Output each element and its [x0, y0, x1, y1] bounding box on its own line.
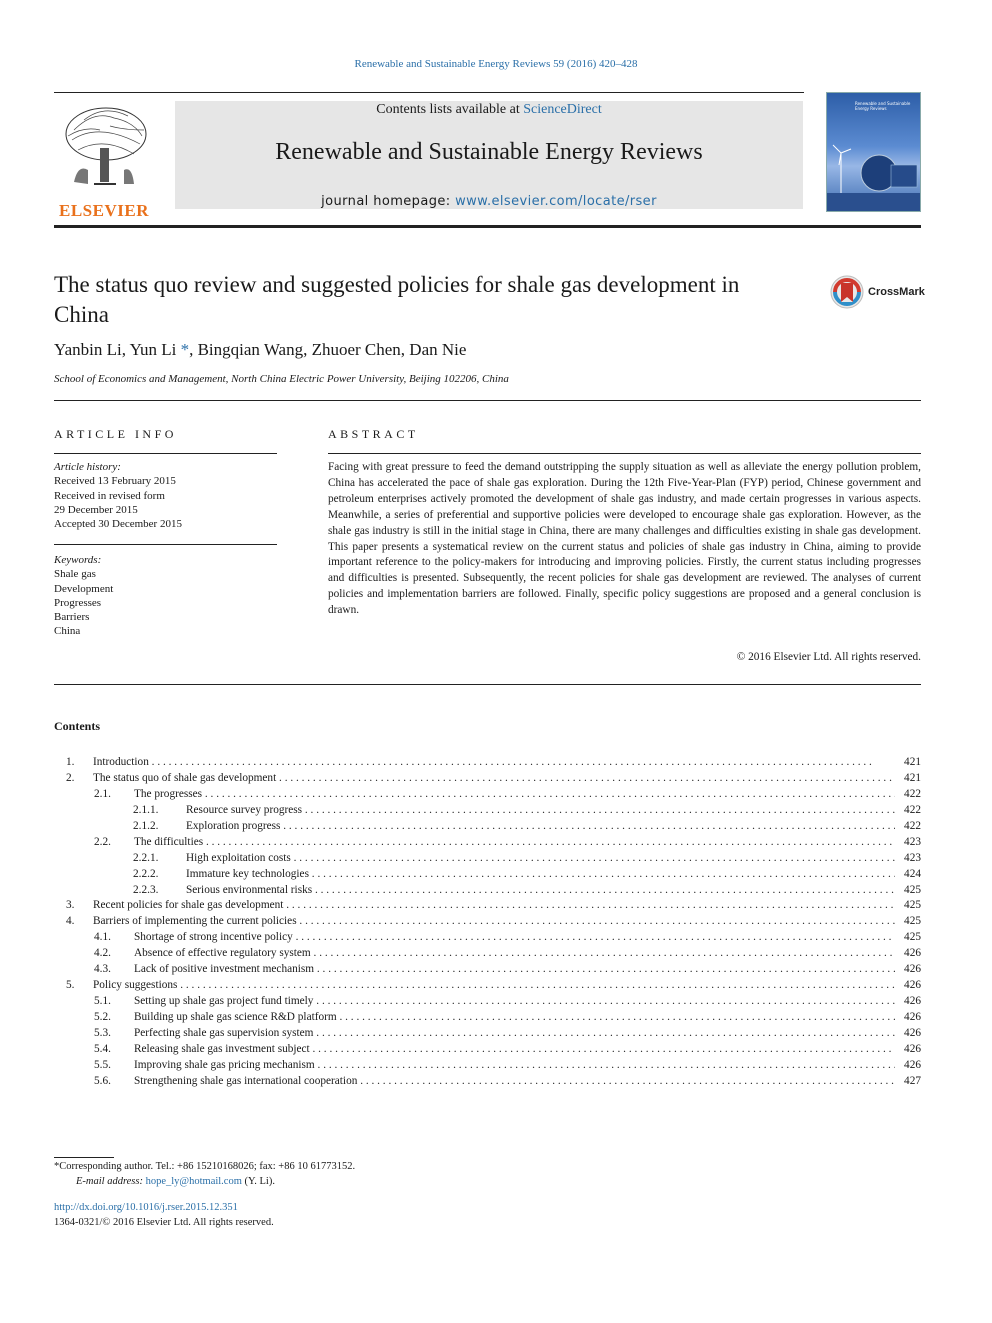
- sciencedirect-link[interactable]: ScienceDirect: [523, 102, 602, 117]
- toc-entry-number: 4.1.: [94, 931, 111, 944]
- article-title: The status quo review and suggested policies for shale gas development in China: [54, 272, 740, 327]
- crossmark-icon: [830, 275, 864, 309]
- toc-entry-page: 423: [904, 835, 921, 848]
- toc-entry-title[interactable]: Policy suggestions . . .: [93, 978, 895, 994]
- toc-entry-number: 4.3.: [94, 963, 111, 976]
- keywords-rule: [54, 544, 277, 545]
- keywords-label: Keywords:: [54, 554, 102, 566]
- toc-entry-number: 3.: [66, 899, 75, 912]
- toc-entry-title[interactable]: The difficulties . . .: [134, 835, 895, 851]
- article-info-heading: ARTICLE INFO: [54, 427, 177, 441]
- toc-entry-number: 2.1.1.: [133, 803, 159, 816]
- toc-entry-number: 5.: [66, 979, 75, 992]
- toc-entry-number: 2.1.2.: [133, 819, 159, 832]
- toc-entry-page: 422: [904, 787, 921, 800]
- toc-entry-title[interactable]: Serious environmental risks . . .: [186, 883, 895, 899]
- toc-entry-page: 421: [904, 771, 921, 784]
- toc-entry-title[interactable]: Recent policies for shale gas development . . .: [93, 898, 895, 914]
- toc-entry[interactable]: [54, 1058, 921, 1074]
- toc-entry-title[interactable]: High exploitation costs . . .: [186, 851, 895, 867]
- toc-entry-title[interactable]: Resource survey progress . . .: [186, 803, 895, 819]
- toc-entry-page: 426: [904, 995, 921, 1008]
- toc-entry-page: 427: [904, 1074, 921, 1087]
- toc-entry-title[interactable]: Releasing shale gas investment subject . . .: [134, 1042, 895, 1058]
- authors-rest: , Bingqian Wang, Zhuoer Chen, Dan Nie: [189, 340, 467, 359]
- abstract-text: Facing with great pressure to feed the demand outstripping the supply situation as well as alleviate the energy pollution problem, China has accelerated the pace of shale gas exploration. During the 12th Five-Year-Plan (FYP) period, Chinese government and petroleum enterprises actively promoted the development of shale gas industry, and made certain progresses in various aspects. Meanwhile, a series of preferential and supportive policies were developed to encourage shale gas exploration. However, as the shale gas industry is still in the initial stage in China, there are many challenges and difficulties existing in shale gas development. This paper presents a systematical review on the current status and policies of shale gas industry in China, aiming to provide important reference to the policy-makers for introducing and improving policies. Firstly, the current status including progresses and difficulties is presented. Subsequently, the recent policies for shale gas development are reviewed. The analyses of current policies and implementation barriers are followed. Finally, specific policy suggestions are proposed and a general conclusion is drawn.: [328, 461, 921, 617]
- toc-entry-page: 423: [904, 851, 921, 864]
- toc-entry-number: 5.6.: [94, 1074, 111, 1087]
- toc-entry[interactable]: [54, 1026, 921, 1042]
- article-history: [54, 460, 277, 531]
- section-divider-top: [54, 400, 921, 401]
- toc-entry-page: 426: [904, 1011, 921, 1023]
- section-divider-bottom: [54, 684, 921, 685]
- journal-citation[interactable]: Renewable and Sustainable Energy Reviews 59 (2016) 420–428: [354, 58, 638, 70]
- publisher-wordmark: ELSEVIER: [59, 201, 149, 220]
- toc-entry[interactable]: [54, 771, 921, 787]
- toc-entry-page: 425: [904, 899, 921, 912]
- toc-entry-number: 2.2.3.: [133, 883, 159, 896]
- authors-first: Yanbin Li, Yun Li: [54, 340, 181, 359]
- journal-cover-image[interactable]: [826, 92, 921, 212]
- keywords-list: [54, 553, 277, 639]
- toc-entry-title[interactable]: Absence of effective regulatory system . . .: [134, 946, 895, 962]
- toc-entry[interactable]: [54, 787, 921, 803]
- toc-entry-title[interactable]: Building up shale gas science R&D platform . . .: [134, 1010, 895, 1026]
- toc-entry-number: 5.4.: [94, 1042, 111, 1055]
- journal-masthead: [175, 101, 803, 209]
- journal-homepage: [175, 194, 803, 209]
- elsevier-logo[interactable]: [54, 100, 154, 220]
- toc-entry-number: 1.: [66, 756, 75, 768]
- toc-entry-title[interactable]: Improving shale gas pricing mechanism . . .: [134, 1058, 895, 1074]
- toc-entry[interactable]: [54, 930, 921, 946]
- toc-entry-number: 5.1.: [94, 995, 111, 1008]
- toc-entry-page: 425: [904, 931, 921, 944]
- doi-link[interactable]: http://dx.doi.org/10.1016/j.rser.2015.12.351: [54, 1202, 238, 1213]
- wind-turbine-icon: [827, 93, 920, 211]
- abstract-copyright: © 2016 Elsevier Ltd. All rights reserved.: [736, 651, 921, 663]
- corresponding-author-note: *Corresponding author. Tel.: +86 15210168026; fax: +86 10 61773152.: [54, 1161, 356, 1172]
- toc-entry-number: 2.2.1.: [133, 851, 159, 864]
- toc-entry[interactable]: [54, 1010, 921, 1026]
- issn-copyright: 1364-0321/© 2016 Elsevier Ltd. All rights reserved.: [54, 1217, 274, 1228]
- keyword: Barriers: [54, 611, 90, 624]
- journal-name[interactable]: Renewable and Sustainable Energy Reviews: [275, 139, 703, 165]
- toc-entry-title[interactable]: The status quo of shale gas development . . .: [93, 771, 895, 787]
- toc-entry-page: 426: [904, 1026, 921, 1039]
- toc-entry-number: 2.1.: [94, 787, 111, 800]
- email-link[interactable]: hope_ly@hotmail.com: [145, 1175, 242, 1187]
- contents-heading: Contents: [54, 719, 101, 733]
- toc-entry[interactable]: [54, 914, 921, 930]
- toc-entry[interactable]: [54, 755, 921, 771]
- toc-entry[interactable]: [54, 867, 921, 883]
- email-line: [54, 1175, 355, 1190]
- history-item: 29 December 2015: [54, 503, 138, 516]
- footnote-rule: [54, 1157, 114, 1158]
- toc-entry-page: 426: [904, 979, 921, 992]
- toc-entry[interactable]: [54, 835, 921, 851]
- email-label: E-mail address:: [76, 1175, 146, 1187]
- toc-entry-number: 2.2.2.: [133, 867, 159, 880]
- toc-entry-number: 5.2.: [94, 1011, 111, 1023]
- toc-entry-number: 4.2.: [94, 947, 111, 960]
- toc-entry-page: 421: [904, 756, 921, 768]
- toc-entry-title[interactable]: Setting up shale gas project fund timely . . .: [134, 994, 895, 1010]
- keyword: Development: [54, 582, 114, 595]
- cover-title: Renewable and Sustainable Energy Reviews: [855, 101, 911, 111]
- toc-entry-title[interactable]: Barriers of implementing the current policies . . .: [93, 914, 895, 930]
- corresponding-author-marker[interactable]: *: [180, 340, 190, 359]
- abstract-rule: [328, 453, 921, 454]
- table-of-contents: [54, 755, 921, 1090]
- toc-entry-page: 426: [904, 1042, 921, 1055]
- toc-entry-title[interactable]: Strengthening shale gas international cooperation . . .: [134, 1074, 895, 1090]
- history-label: Article history:: [54, 461, 121, 473]
- toc-entry[interactable]: [54, 803, 921, 819]
- toc-entry-title[interactable]: Exploration progress . . .: [186, 819, 895, 835]
- toc-entry-page: 426: [904, 963, 921, 976]
- toc-entry[interactable]: [54, 1042, 921, 1058]
- toc-entry-page: 424: [904, 867, 921, 880]
- header-top-rule: [54, 92, 804, 93]
- toc-entry[interactable]: [54, 898, 921, 914]
- contents-prefix: Contents lists available at: [376, 102, 524, 117]
- toc-entry[interactable]: [54, 962, 921, 978]
- toc-entry-title[interactable]: The progresses . . .: [134, 787, 895, 803]
- toc-entry-number: 4.: [66, 915, 75, 928]
- toc-entry[interactable]: [54, 883, 921, 899]
- author-list: [54, 340, 466, 360]
- toc-entry[interactable]: [54, 978, 921, 994]
- crossmark-label: CrossMark: [868, 286, 925, 298]
- toc-entry-number: 2.2.: [94, 835, 111, 848]
- toc-entry[interactable]: [54, 819, 921, 835]
- toc-entry-number: 5.3.: [94, 1026, 111, 1039]
- homepage-prefix: journal homepage:: [321, 194, 456, 209]
- crossmark-badge[interactable]: [830, 275, 924, 309]
- keyword: China: [54, 625, 81, 638]
- toc-entry-page: 425: [904, 883, 921, 896]
- history-item: Received in revised form: [54, 489, 165, 502]
- toc-entry-title[interactable]: Perfecting shale gas supervision system . . .: [134, 1026, 895, 1042]
- author-affiliation: School of Economics and Management, North China Electric Power University, Beijing 102206, China: [54, 373, 509, 385]
- keyword: Shale gas: [54, 568, 96, 581]
- toc-entry-page: 422: [904, 819, 921, 832]
- toc-entry-title[interactable]: Introduction . . .: [93, 755, 895, 771]
- keyword: Progresses: [54, 596, 102, 609]
- toc-entry-title[interactable]: Lack of positive investment mechanism . . .: [134, 962, 895, 978]
- toc-entry-number: 2.: [66, 771, 75, 784]
- toc-entry-page: 425: [904, 915, 921, 928]
- contents-availability: [175, 102, 803, 118]
- toc-entry[interactable]: [54, 851, 921, 867]
- toc-entry[interactable]: [54, 1074, 921, 1090]
- toc-entry-page: 426: [904, 947, 921, 960]
- toc-entry[interactable]: [54, 994, 921, 1010]
- abstract-heading: ABSTRACT: [328, 427, 419, 441]
- history-item: Accepted 30 December 2015: [54, 518, 182, 531]
- toc-entry-page: 422: [904, 803, 921, 816]
- toc-entry-title[interactable]: Shortage of strong incentive policy . . .: [134, 930, 895, 946]
- homepage-link[interactable]: www.elsevier.com/locate/rser: [455, 194, 657, 209]
- header-bottom-rule: [54, 225, 921, 228]
- journal-header: [54, 90, 921, 226]
- footnote: [54, 1160, 355, 1189]
- toc-entry[interactable]: [54, 946, 921, 962]
- toc-entry-title[interactable]: Immature key technologies . . .: [186, 867, 895, 883]
- elsevier-tree-icon: [54, 100, 154, 192]
- email-suffix: (Y. Li).: [241, 1175, 275, 1187]
- history-item: Received 13 February 2015: [54, 475, 176, 488]
- toc-entry-number: 5.5.: [94, 1058, 111, 1071]
- toc-entry-page: 426: [904, 1058, 921, 1071]
- article-info-rule: [54, 453, 277, 454]
